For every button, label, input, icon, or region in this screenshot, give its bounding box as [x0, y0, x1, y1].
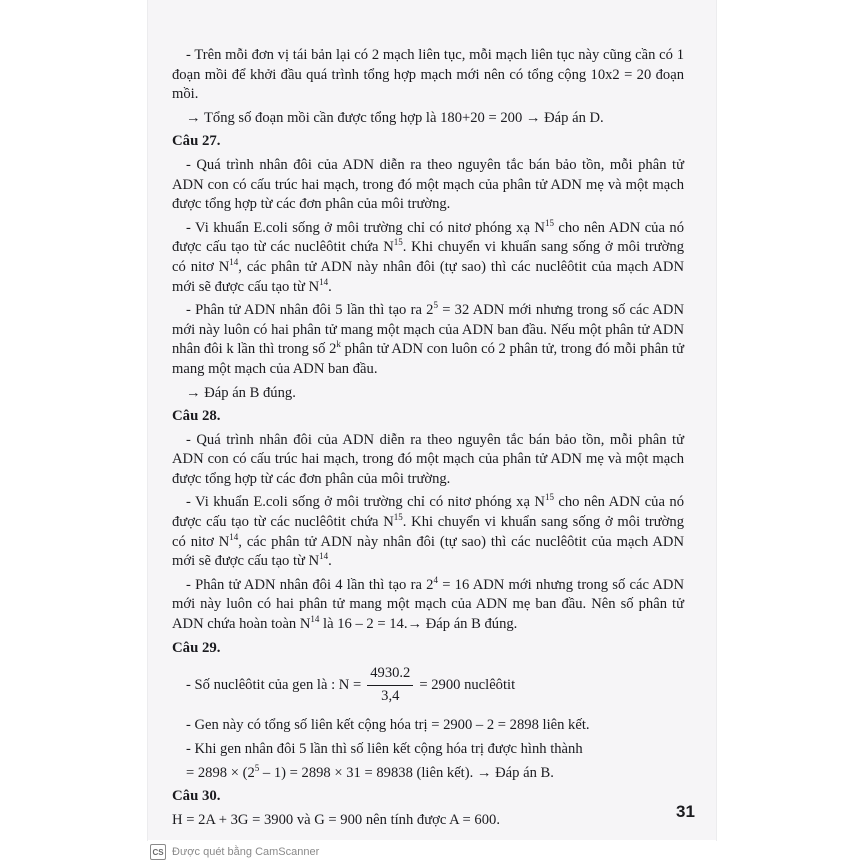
paragraph: H = 2A + 3G = 3900 và G = 900 nên tính được A = 600. [172, 811, 500, 828]
paragraph: - Vi khuẩn E.coli sống ở môi trường chỉ có nitơ phóng xạ $N^{15}$ cho nên ADN của nó được cấu tạo từ các nuclêôtit chứa $N^{15}$. Khi chuyển vi khuẩn sang sống ở môi trường có nitơ $N^{14}$, các phân tử ADN này nhân đôi (tự sao) thì các nuclêôtit của mạch ADN mới sẽ được cấu tạo từ $N^{14}$. [172, 217, 684, 295]
scanner-footer [148, 840, 716, 864]
paragraph: - Vi khuẩn E.coli sống ở môi trường chỉ có nitơ phóng xạ $N^{15}$ cho nên ADN của nó được cấu tạo từ các nuclêôtit chứa $N^{15}$. Khi chuyển vi khuẩn sang sống ở môi trường có nitơ $N^{14}$, các phân tử ADN này nhân đôi (tự sao) thì các nuclêôtit của mạch ADN mới sẽ được cấu tạo từ $N^{14}$. [172, 492, 684, 570]
answer-line: → Đáp án B đúng. [186, 384, 296, 401]
fraction-numerator: 4930.2 [367, 664, 413, 686]
paragraph: - Quá trình nhân đôi của ADN diễn ra theo nguyên tắc bán bảo tồn, mỗi phân tử ADN con có cấu trúc hai mạch, trong đó một mạch của phân tử ADN mẹ và một mạch được tổng hợp từ các đơn phân của môi trường. [172, 156, 684, 213]
formula-result: = 2900 nuclêôtit [419, 676, 516, 693]
page-content [172, 46, 684, 834]
formula-prefix: - Số nuclêôtit của gen là : N = [186, 676, 362, 693]
question-heading: Câu 29. [172, 639, 221, 656]
paragraph: - Phân tử ADN nhân đôi 5 lần thì tạo ra $2^5 = 32$ ADN mới nhưng trong số các ADN mới này luôn có hai phân tử mang một mạch của ADN ban đầu. Nếu một phân tử ADN nhân đôi k lần thì trong số 2$^k$ phân tử ADN con luôn có 2 phân tử, trong đó mỗi phân tử mang một mạch của ADN ban đầu. [172, 300, 685, 377]
question-heading: Câu 27. [172, 133, 221, 150]
fraction [367, 664, 413, 706]
paragraph: - Gen này có tổng số liên kết cộng hóa trị = 2900 – 2 = 2898 liên kết. [186, 717, 590, 734]
scanner-caption: Được quét bằng CamScanner [172, 846, 320, 858]
question-heading: Câu 28. [172, 408, 221, 425]
answer-line: → Tổng số đoạn mồi cần được tổng hợp là 180+20 = 200 → Đáp án D. [186, 109, 604, 126]
paragraph: - Phân tử ADN nhân đôi 4 lần thì tạo ra $2^4 = 16$ ADN mới nhưng trong số các ADN mới này luôn có hai phân tử mang một mạch của ADN mẹ ban đầu. Nên số phân tử ADN chứa hoàn toàn $N^{14}$ là 16 – 2 = 14.→ Đáp án B đúng. [172, 574, 685, 633]
question-heading: Câu 30. [172, 788, 221, 805]
paragraph: - Quá trình nhân đôi của ADN diễn ra theo nguyên tắc bán bảo tồn, mỗi phân tử ADN con có cấu trúc hai mạch, trong đó một mạch của phân tử ADN mẹ và một mạch được tổng hợp từ các đơn phân của môi trường. [172, 431, 684, 487]
page-number: 31 [676, 802, 695, 821]
fraction-denominator: 3,4 [381, 687, 400, 704]
paragraph: = $2898 \times (2^5 - 1) = 2898 \times 31 = 89838$ (liên kết). → Đáp án B. [186, 762, 554, 781]
paragraph: - Khi gen nhân đôi 5 lần thì số liên kết cộng hóa trị được hình thành [186, 741, 583, 757]
nucleotide-formula [186, 664, 684, 706]
paragraph: - Trên mỗi đơn vị tái bản lại có 2 mạch liên tục, mỗi mạch liên tục này cũng cần có 1 đoạn mồi để khởi đầu quá trình tổng hợp mạch mới nên có tổng cộng 10x2 = 20 đoạn mồi. [172, 47, 684, 103]
camscanner-logo-icon: CS [150, 844, 166, 860]
